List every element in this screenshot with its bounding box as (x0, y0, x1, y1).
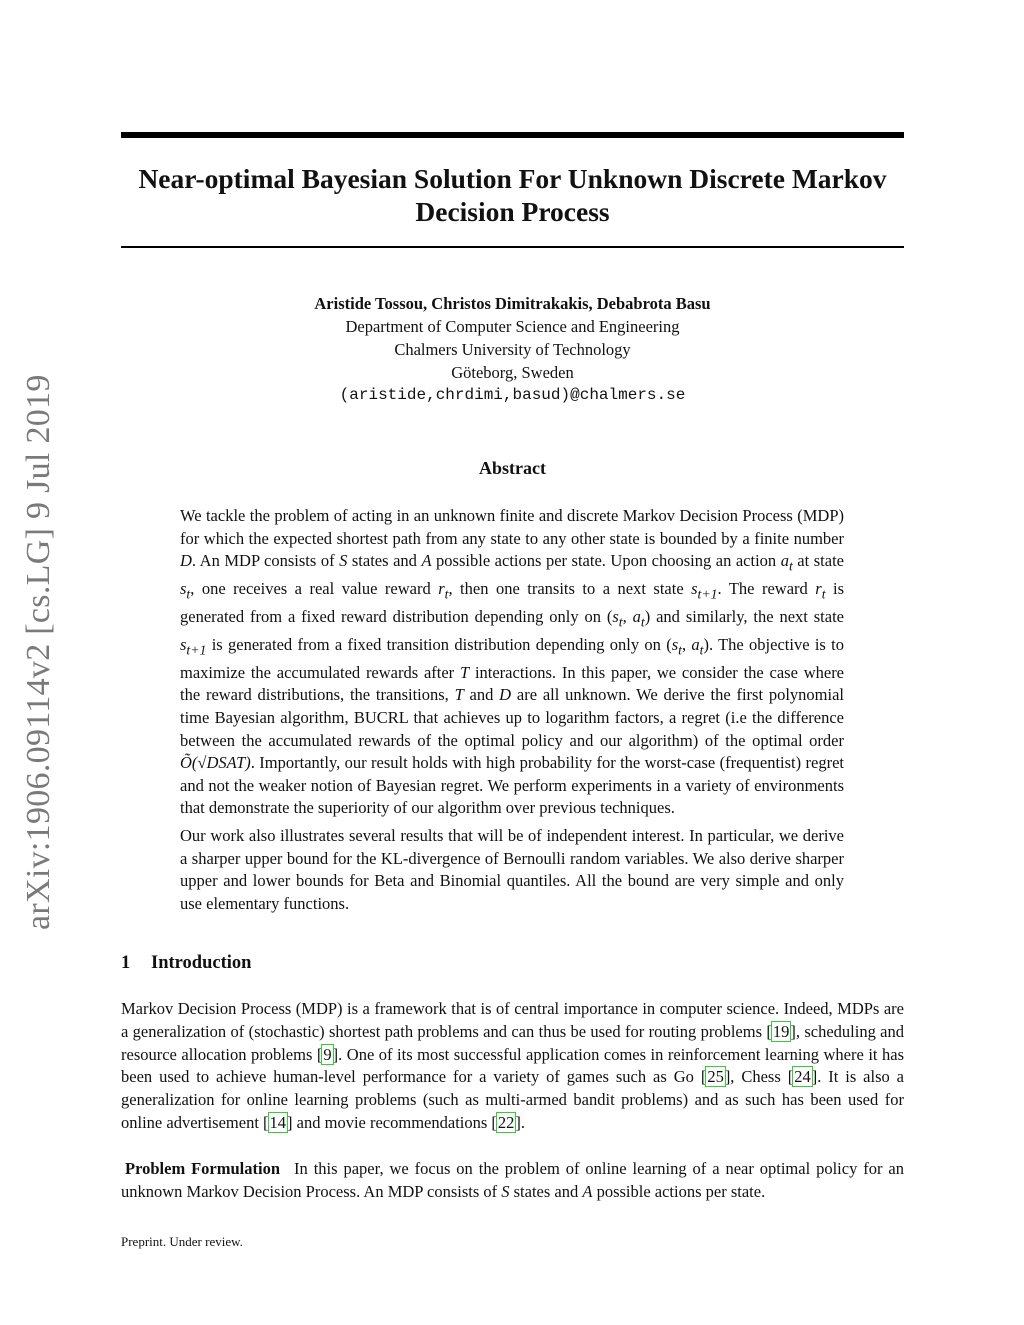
citation-link[interactable]: 25 (707, 1067, 724, 1087)
abstract-paragraph-1: We tackle the problem of acting in an unknown finite and discrete Markov Decision Process (MDP) for which the expected shortest path from any state to any other state is bounded by a finite number D. An MDP consists of S states and A possible actions per state. Upon choosing an action $a_t$ at state $s_t$, one receives a real value reward $r_t$, then one transits to a next state $s_{t+1}$. The reward $r_t$ is generated from a fixed reward distribution depending only on ($s_t$, $a_t$) and similarly, the next state $s_{t+1}$ is generated from a fixed transition distribution depending only on ($s_t$, $a_t$). The objective is to maximize the accumulated rewards after T interactions. In this paper, we consider the case where the reward distributions, the transitions, T and D are all unknown. We derive the first polynomial time Bayesian algorithm, BUCRL that achieves up to logarithm factors, a regret (i.e the difference between the accumulated rewards of the optimal policy and our algorithm) of the optimal order Õ(√DSAT). Importantly, our result holds with high probability for the worst-case (frequentist) regret and not the weaker notion of Bayesian regret. We perform experiments in a variety of environments that demonstrate the superiority of our algorithm over previous techniques. (180, 506, 845, 818)
problem-formulation-paragraph: Problem Formulation In this paper, we focus on the problem of online learning of a near optimal policy for an unknown Markov Decision Process. An MDP consists of S states and A possible actions per state. (121, 1159, 904, 1201)
title-rule-top (121, 132, 904, 138)
introduction-paragraph: Markov Decision Process (MDP) is a framework that is of central importance in computer science. Indeed, MDPs are a generalization of (stochastic) shortest path problems and can thus be used for routing problems [19], scheduling and resource allocation problems [9]. One of its most successful application comes in reinforcement learning where it has been used to achieve human-level performance for a variety of games such as Go [25], Chess [24]. It is also a generalization for online learning problems (such as multi-armed bandit problems) and as such has been used for online advertisement [14] and movie recommendations [22]. (121, 999, 905, 1132)
author-location: Göteborg, Sweden (451, 363, 574, 382)
author-department: Department of Computer Science and Engineering (345, 317, 680, 336)
section-title: Introduction (151, 953, 252, 973)
title-rule-bottom (121, 246, 904, 248)
section-number: 1 (121, 953, 131, 973)
citation-link[interactable]: 19 (772, 1021, 790, 1041)
abstract-body (180, 505, 844, 920)
section-heading-introduction (121, 953, 251, 974)
arxiv-side-label: arXiv:1906.09114v2 [cs.LG] 9 Jul 2019 (20, 374, 57, 930)
citation-link[interactable]: 24 (794, 1067, 811, 1087)
abstract-heading: Abstract (479, 458, 546, 478)
citation-link[interactable]: 9 (323, 1044, 332, 1064)
citation-link[interactable]: 14 (269, 1112, 287, 1132)
abstract-paragraph-2: Our work also illustrates several results that will be of independent interest. In particular, we derive a sharper upper bound for the KL-divergence of Bernoulli random variables. We also derive sharper upper and lower bounds for Beta and Binomial quantiles. All the bound are very simple and only use elementary functions. (180, 825, 844, 913)
paragraph-lead-heading: Problem Formulation (125, 1159, 281, 1178)
page-footer: Preprint. Under review. (121, 1234, 243, 1249)
author-university: Chalmers University of Technology (394, 340, 631, 359)
citation-link[interactable]: 22 (497, 1112, 515, 1132)
author-email: (aristide,chrdimi,basud)@chalmers.se (339, 386, 686, 404)
author-names: Aristide Tossou, Christos Dimitrakakis, Debabrota Basu (314, 294, 711, 313)
paper-title: Near-optimal Bayesian Solution For Unknown Discrete Markov Decision Process (138, 163, 887, 227)
author-block (121, 292, 904, 407)
